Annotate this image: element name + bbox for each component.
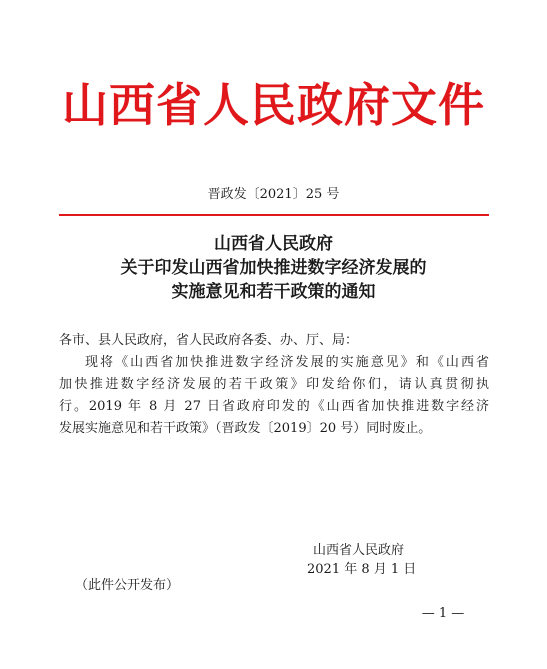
- notice-body: [59, 330, 489, 440]
- masthead-title: 山西省人民政府文件: [62, 78, 485, 132]
- public-release-note: （此件公开发布）: [75, 578, 180, 593]
- issue-date: 2021 年 8 月 1 日: [307, 562, 417, 577]
- document-number: 晋政发〔2021〕25 号: [207, 187, 340, 202]
- notice-title: [0, 232, 547, 304]
- notice-title-line-2: 关于印发山西省加快推进数字经济发展的: [120, 258, 427, 278]
- issuing-authority: 山西省人民政府: [313, 543, 405, 558]
- notice-title-line-3: 实施意见和若干政策的通知: [171, 282, 376, 302]
- body-line-2: 加快推进数字经济发展的若干政策》印发给你们，请认真贯彻执: [59, 377, 489, 392]
- body-line-4: 发展实施意见和若干政策》（晋政发〔2019〕20 号）同时废止。: [59, 421, 432, 436]
- body-line-1: 现将《山西省加快推进数字经济发展的实施意见》和《山西省: [85, 355, 489, 370]
- body-line-3: 行。2019 年 8 月 27 日省政府印发的《山西省加快推进数字经济: [59, 399, 489, 414]
- notice-title-line-1: 山西省人民政府: [214, 234, 333, 254]
- page-number: — 1 —: [421, 606, 465, 621]
- red-divider-line: [59, 214, 489, 216]
- salutation: 各市、县人民政府，省人民政府各委、办、厅、局：: [59, 333, 359, 348]
